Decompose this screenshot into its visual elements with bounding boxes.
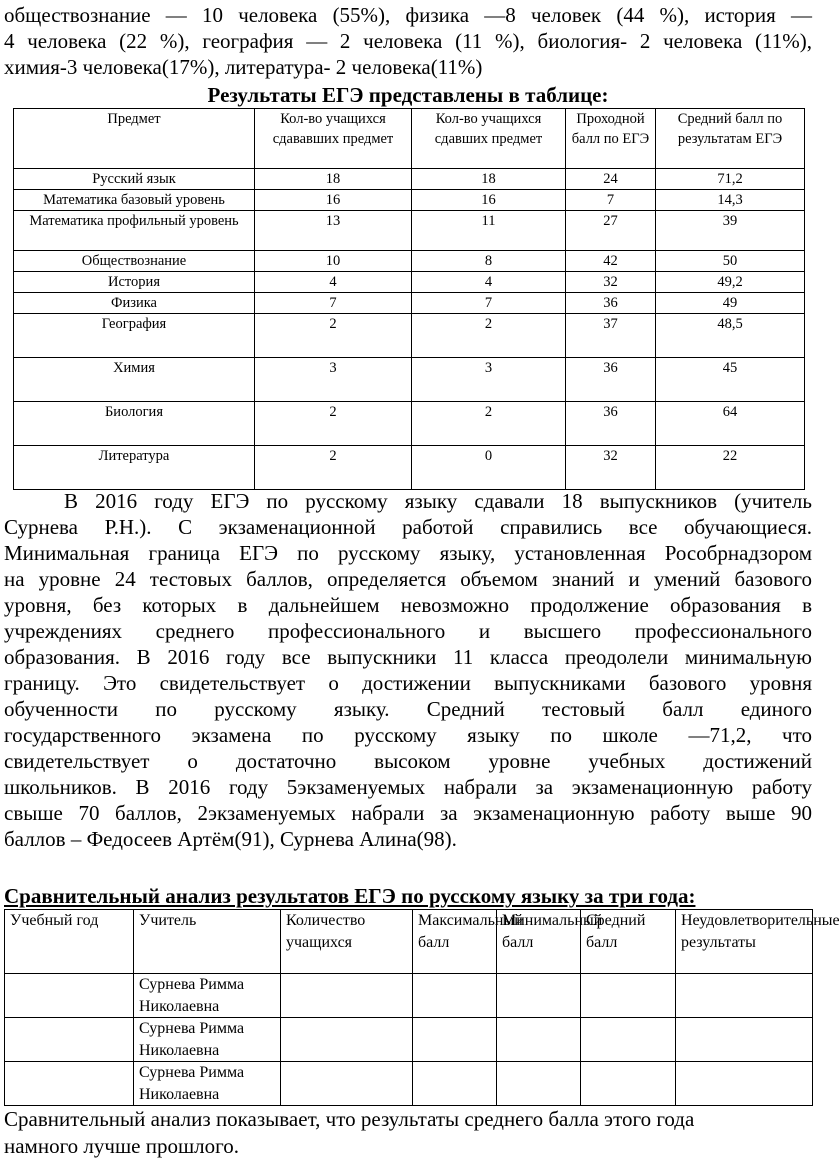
cell-max-score [413,1062,497,1106]
cell-average: 71,2 [656,169,805,190]
paragraph-line-6: учреждениях среднего профессионального и высшего профессионального [4,619,812,643]
header-unsatisfactory: Неудовлетворительные результаты [676,910,813,974]
table-row [14,251,805,272]
results-table-header-row [14,109,805,169]
table-row [5,1062,813,1106]
cell-min-score [497,1018,581,1062]
cell-average: 48,5 [656,314,805,358]
cell-teacher: Сурнева Римма Николаевна [134,1018,281,1062]
cell-passed: 2 [412,314,566,358]
table-row [14,314,805,358]
cell-student-count [281,1018,413,1062]
cell-threshold: 27 [566,211,656,251]
table-row [14,358,805,402]
cell-average: 22 [656,446,805,490]
cell-subject: География [14,314,255,358]
cell-unsatisfactory [676,1062,813,1106]
cell-threshold: 42 [566,251,656,272]
cell-average-score [581,1018,676,1062]
comparison-table [4,909,840,1106]
cell-average-score [581,1062,676,1106]
cell-average: 49,2 [656,272,805,293]
table-row [14,169,805,190]
paragraph-line-1: В 2016 году ЕГЭ по русскому языку сдавали 18 выпускников (учитель [64,489,812,513]
cell-threshold: 36 [566,358,656,402]
cell-year [5,1018,134,1062]
paragraph-line-8: границу. Это свидетельствует о достижении выпускниками базового уровня [4,671,812,695]
cell-average: 14,3 [656,190,805,211]
cell-took: 2 [255,402,412,446]
paragraph-line-10: государственного экзамена по русскому языку по школе —71,2, что [4,723,812,747]
cell-average: 49 [656,293,805,314]
cell-took: 18 [255,169,412,190]
cell-passed: 3 [412,358,566,402]
cell-average-score [581,974,676,1018]
cell-subject: Математика базовый уровень [14,190,255,211]
cell-subject: Физика [14,293,255,314]
cell-student-count [281,974,413,1018]
cell-threshold: 32 [566,272,656,293]
intro-line-3: химия-3 человека(17%), литература- 2 человека(11%) [4,55,483,79]
cell-passed: 0 [412,446,566,490]
cell-took: 13 [255,211,412,251]
paragraph-line-9: обученности по русскому языку. Средний тестовый балл единого [4,697,812,721]
cell-took: 7 [255,293,412,314]
table-row [14,190,805,211]
cell-took: 3 [255,358,412,402]
cell-subject: Литература [14,446,255,490]
header-threshold: Проходной балл по ЕГЭ [566,109,656,169]
paragraph-line-7: образования. В 2016 году все выпускники 11 класса преодолели минимальную [4,645,812,669]
cell-average: 45 [656,358,805,402]
paragraph-line-4: на уровне 24 тестовых баллов, определяется объемом знаний и умений базового [4,567,812,591]
results-table [13,108,805,490]
cell-subject: Математика профильный уровень [14,211,255,251]
cell-passed: 16 [412,190,566,211]
cell-max-score [413,974,497,1018]
cell-passed: 11 [412,211,566,251]
cell-teacher: Сурнева Римма Николаевна [134,1062,281,1106]
cell-passed: 2 [412,402,566,446]
table-row [14,293,805,314]
header-max-score: Максимальный балл [413,910,497,974]
cell-took: 4 [255,272,412,293]
header-took: Кол-во учащихся сдававших предмет [255,109,412,169]
comparison-table-title: Сравнительный анализ результатов ЕГЭ по русскому языку за три года: [4,884,696,908]
cell-subject: Биология [14,402,255,446]
cell-threshold: 7 [566,190,656,211]
comparison-table-header-row [5,910,813,974]
cell-subject: История [14,272,255,293]
results-table-title: Результаты ЕГЭ представлены в таблице: [207,83,609,107]
conclusion-line-1: Сравнительный анализ показывает, что результаты среднего балла этого года [4,1107,695,1131]
cell-min-score [497,1062,581,1106]
conclusion-line-2: намного лучше прошлого. [4,1134,239,1158]
cell-unsatisfactory [676,1018,813,1062]
cell-threshold: 37 [566,314,656,358]
cell-passed: 7 [412,293,566,314]
paragraph-line-13: свыше 70 баллов, 2экзаменуемых набрали за экзаменационную работу выше 90 [4,801,812,825]
cell-took: 2 [255,446,412,490]
intro-line-2: 4 человека (22 %), география — 2 человека (11 %), биология- 2 человека (11%), [4,29,812,53]
cell-subject: Русский язык [14,169,255,190]
cell-average: 64 [656,402,805,446]
cell-took: 2 [255,314,412,358]
cell-passed: 18 [412,169,566,190]
table-row [5,974,813,1018]
header-average: Средний балл по результатам ЕГЭ [656,109,805,169]
paragraph-line-11: свидетельствует о достаточно высоком уровне учебных достижений [4,749,812,773]
cell-subject: Химия [14,358,255,402]
cell-unsatisfactory [676,974,813,1018]
cell-took: 10 [255,251,412,272]
paragraph-line-5: уровня, без которых в дальнейшем невозможно продолжение образования в [4,593,812,617]
table-row [14,446,805,490]
header-student-count: Количество учащихся [281,910,413,974]
header-subject: Предмет [14,109,255,169]
header-teacher: Учитель [134,910,281,974]
cell-passed: 8 [412,251,566,272]
cell-took: 16 [255,190,412,211]
cell-average: 39 [656,211,805,251]
paragraph-line-2: Сурнева Р.Н.). С экзаменационной работой справились все обучающиеся. [4,515,812,539]
cell-year [5,1062,134,1106]
paragraph-line-14: баллов – Федосеев Артём(91), Сурнева Алина(98). [4,827,457,851]
cell-subject: Обществознание [14,251,255,272]
paragraph-line-12: школьников. В 2016 году 5экзаменуемых набрали за экзаменационную работу [4,775,812,799]
table-row [5,1018,813,1062]
cell-threshold: 36 [566,293,656,314]
header-min-score: Минимальный балл [497,910,581,974]
cell-year [5,974,134,1018]
header-average-score: Средний балл [581,910,676,974]
table-row [14,211,805,251]
cell-student-count [281,1062,413,1106]
intro-line-1: обществознание — 10 человека (55%), физика —8 человек (44 %), история — [4,3,812,27]
cell-threshold: 32 [566,446,656,490]
cell-threshold: 36 [566,402,656,446]
cell-passed: 4 [412,272,566,293]
paragraph-line-3: Минимальная граница ЕГЭ по русскому языку, установленная Рособрнадзором [4,541,812,565]
cell-threshold: 24 [566,169,656,190]
header-year: Учебный год [5,910,134,974]
table-row [14,272,805,293]
cell-average: 50 [656,251,805,272]
header-passed: Кол-во учащихся сдавших предмет [412,109,566,169]
cell-teacher: Сурнева Римма Николаевна [134,974,281,1018]
cell-max-score [413,1018,497,1062]
table-row [14,402,805,446]
cell-min-score [497,974,581,1018]
